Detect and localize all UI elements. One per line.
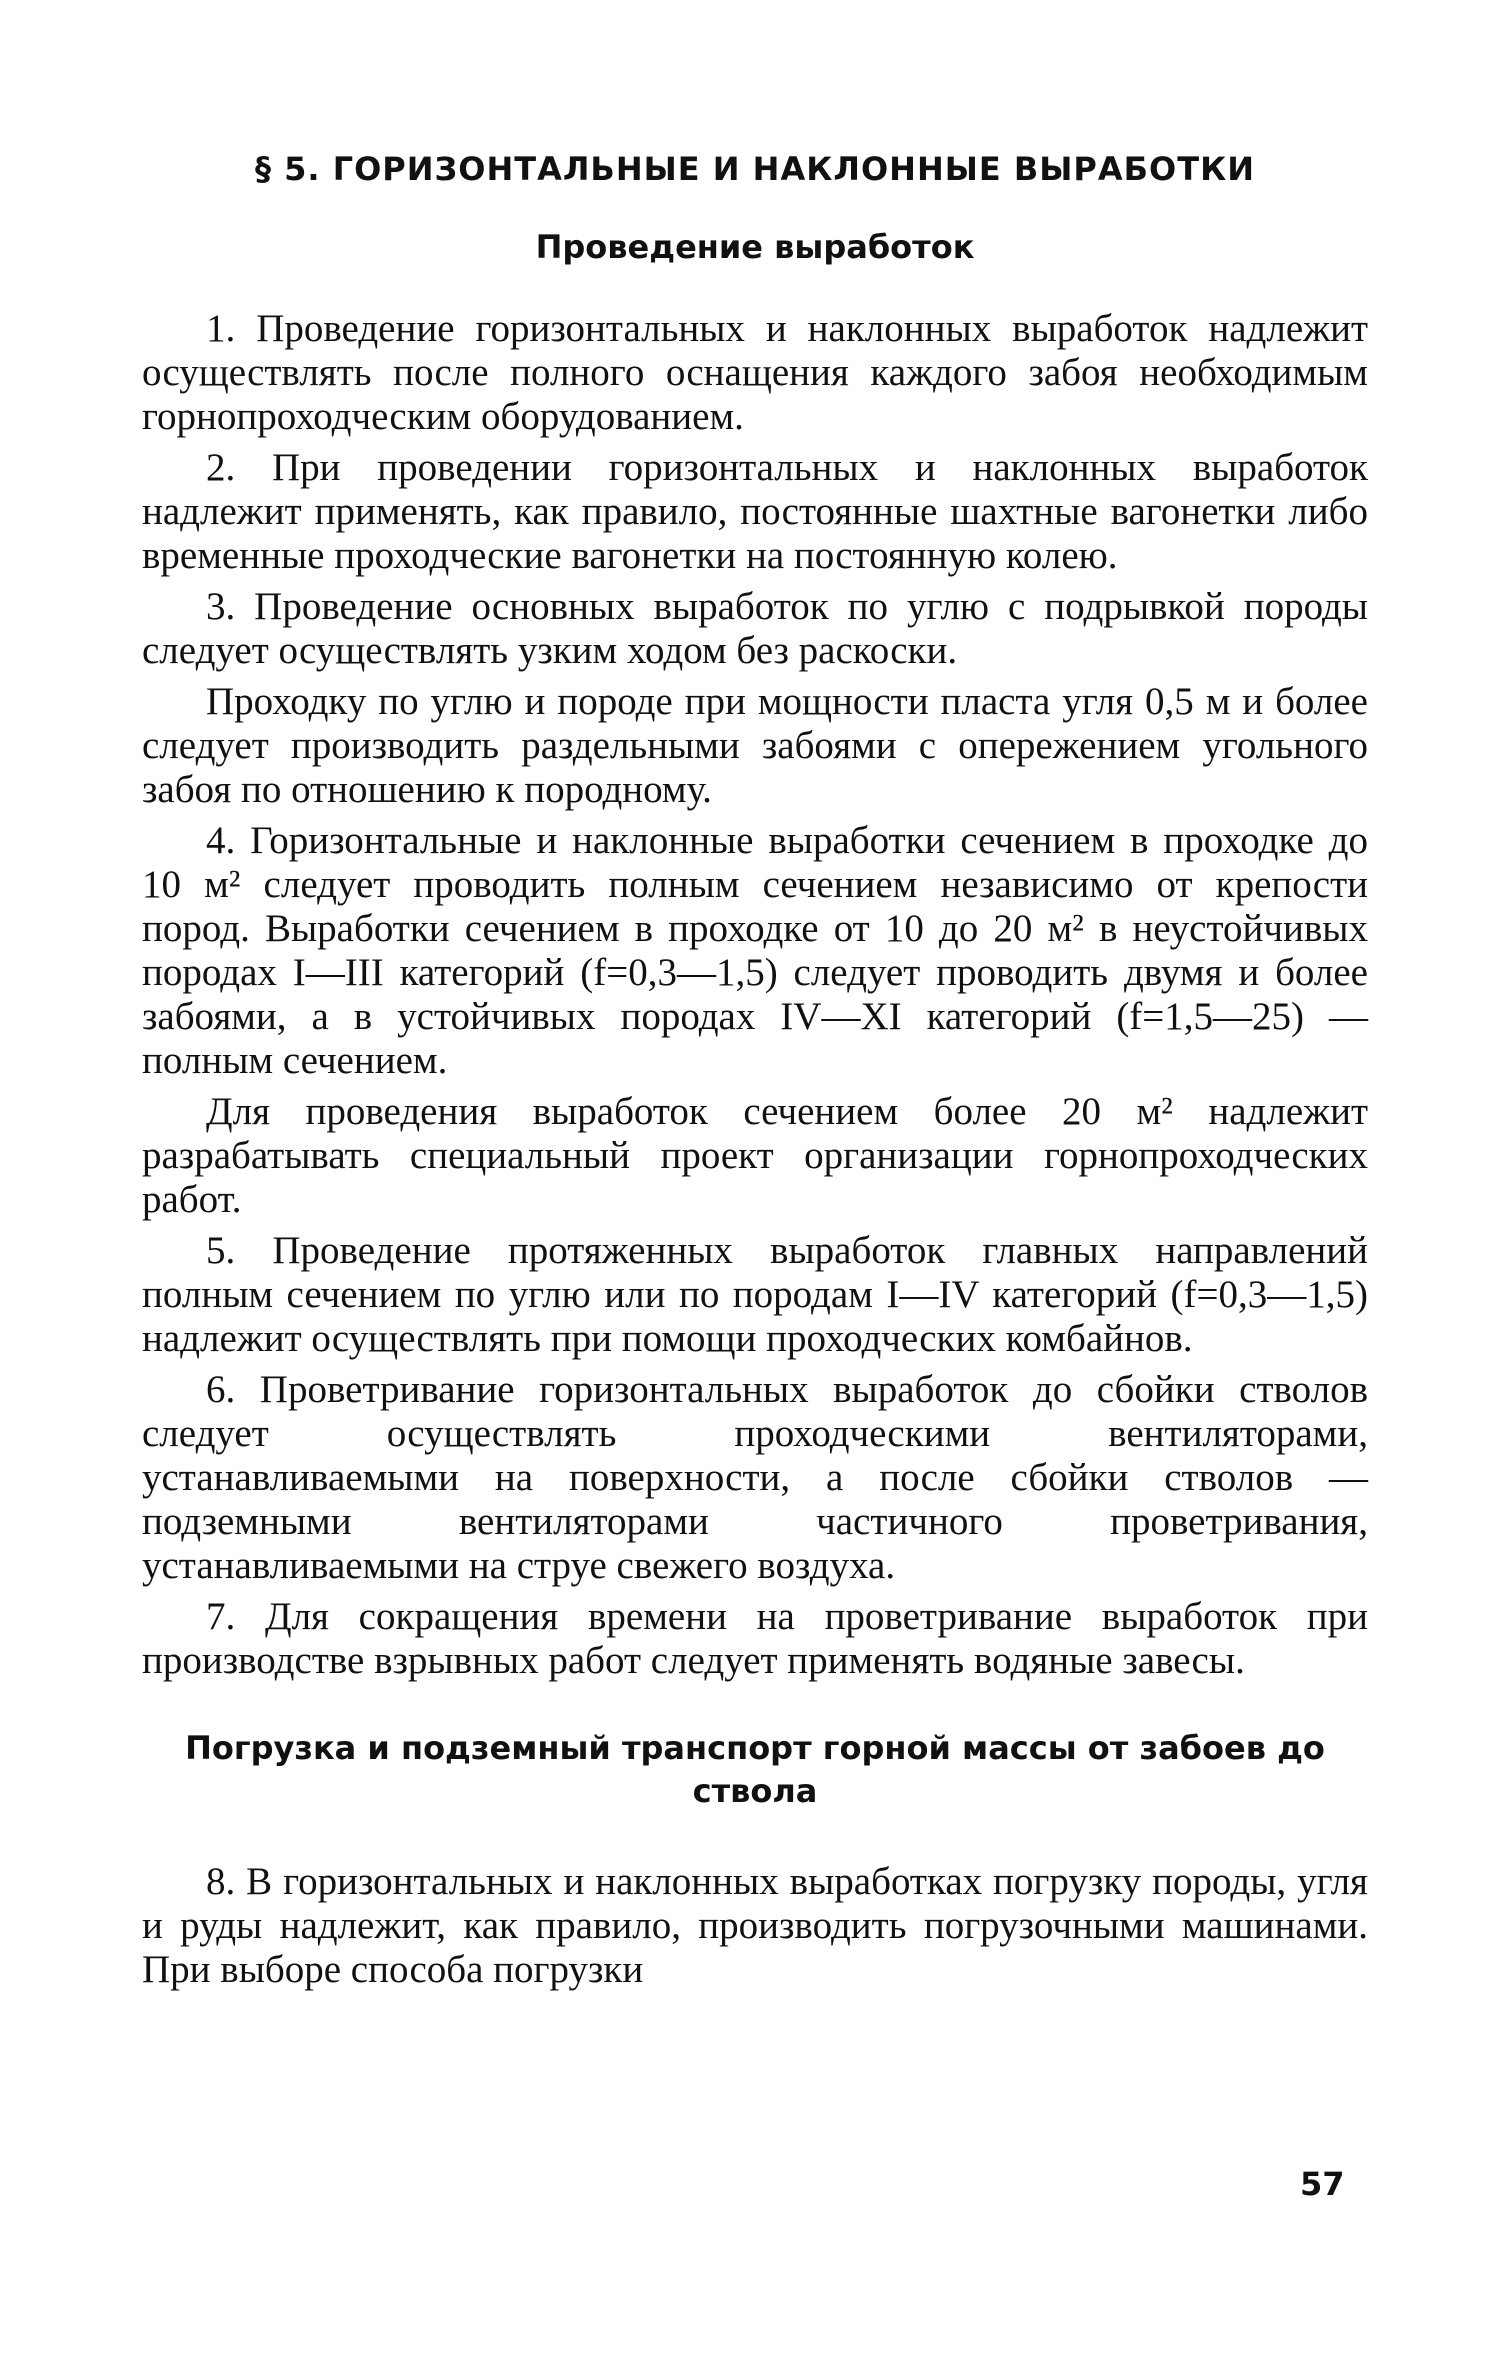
paragraphs-block-1 [142,307,1368,1683]
paragraph-4: 4. Горизонтальные и наклонные выработки сечением в проходке до 10 м² следует проводить полным сечением независимо от крепости пород. Выработки сечением в проходке от 10 до 20 м² в неустойчивых породах I—III категорий (f=0,3—1,5) следует проводить двумя и более забоями, а в устойчивых породах IV—XI категорий (f=1,5—25) — полным сечением. [142,819,1368,1083]
paragraph-5: 5. Проведение протяженных выработок главных направлений полным сечением по углю или по породам I—IV категорий (f=0,3—1,5) надлежит осуществлять при помощи проходческих комбайнов. [142,1229,1368,1361]
paragraph-1: 1. Проведение горизонтальных и наклонных выработок надлежит осуществлять после полного оснащения каждого забоя необходимым горнопроходческим оборудованием. [142,307,1368,439]
paragraph-3-continued: Проходку по углю и породе при мощности пласта угля 0,5 м и более следует производить раздельными забоями с опережением угольного забоя по отношению к породному. [142,680,1368,812]
paragraph-8: 8. В горизонтальных и наклонных выработках погрузку породы, угля и руды надлежит, как правило, производить погрузочными машинами. При выборе способа погрузки [142,1859,1368,1991]
document-page [142,150,1368,1999]
paragraph-7: 7. Для сокращения времени на проветривание выработок при производстве взрывных работ следует применять водяные завесы. [142,1595,1368,1683]
paragraph-2: 2. При проведении горизонтальных и наклонных выработок надлежит применять, как правило, постоянные шахтные вагонетки либо временные проходческие вагонетки на постоянную колею. [142,446,1368,578]
section-title: § 5. ГОРИЗОНТАЛЬНЫЕ И НАКЛОННЫЕ ВЫРАБОТКИ [255,150,1255,188]
paragraph-3: 3. Проведение основных выработок по углю с подрывкой породы следует осуществлять узким ходом без раскоски. [142,585,1368,673]
page-number: 57 [1300,2165,1345,2203]
paragraph-6: 6. Проветривание горизонтальных выработок до сбойки стволов следует осуществлять проходческими вентиляторами, устанавливаемыми на поверхности, а после сбойки стволов — подземными вентиляторами частичного проветривания, устанавливаемыми на струе свежего воздуха. [142,1368,1368,1588]
paragraph-4-continued: Для проведения выработок сечением более 20 м² надлежит разрабатывать специальный проект организации горнопроходческих работ. [142,1090,1368,1222]
subheading-driving-workings: Проведение выработок [535,228,975,266]
subheading-loading-transport: Погрузка и подземный транспорт горной массы от забоев до ствола [185,1729,1325,1811]
paragraphs-block-2 [142,1860,1368,1992]
